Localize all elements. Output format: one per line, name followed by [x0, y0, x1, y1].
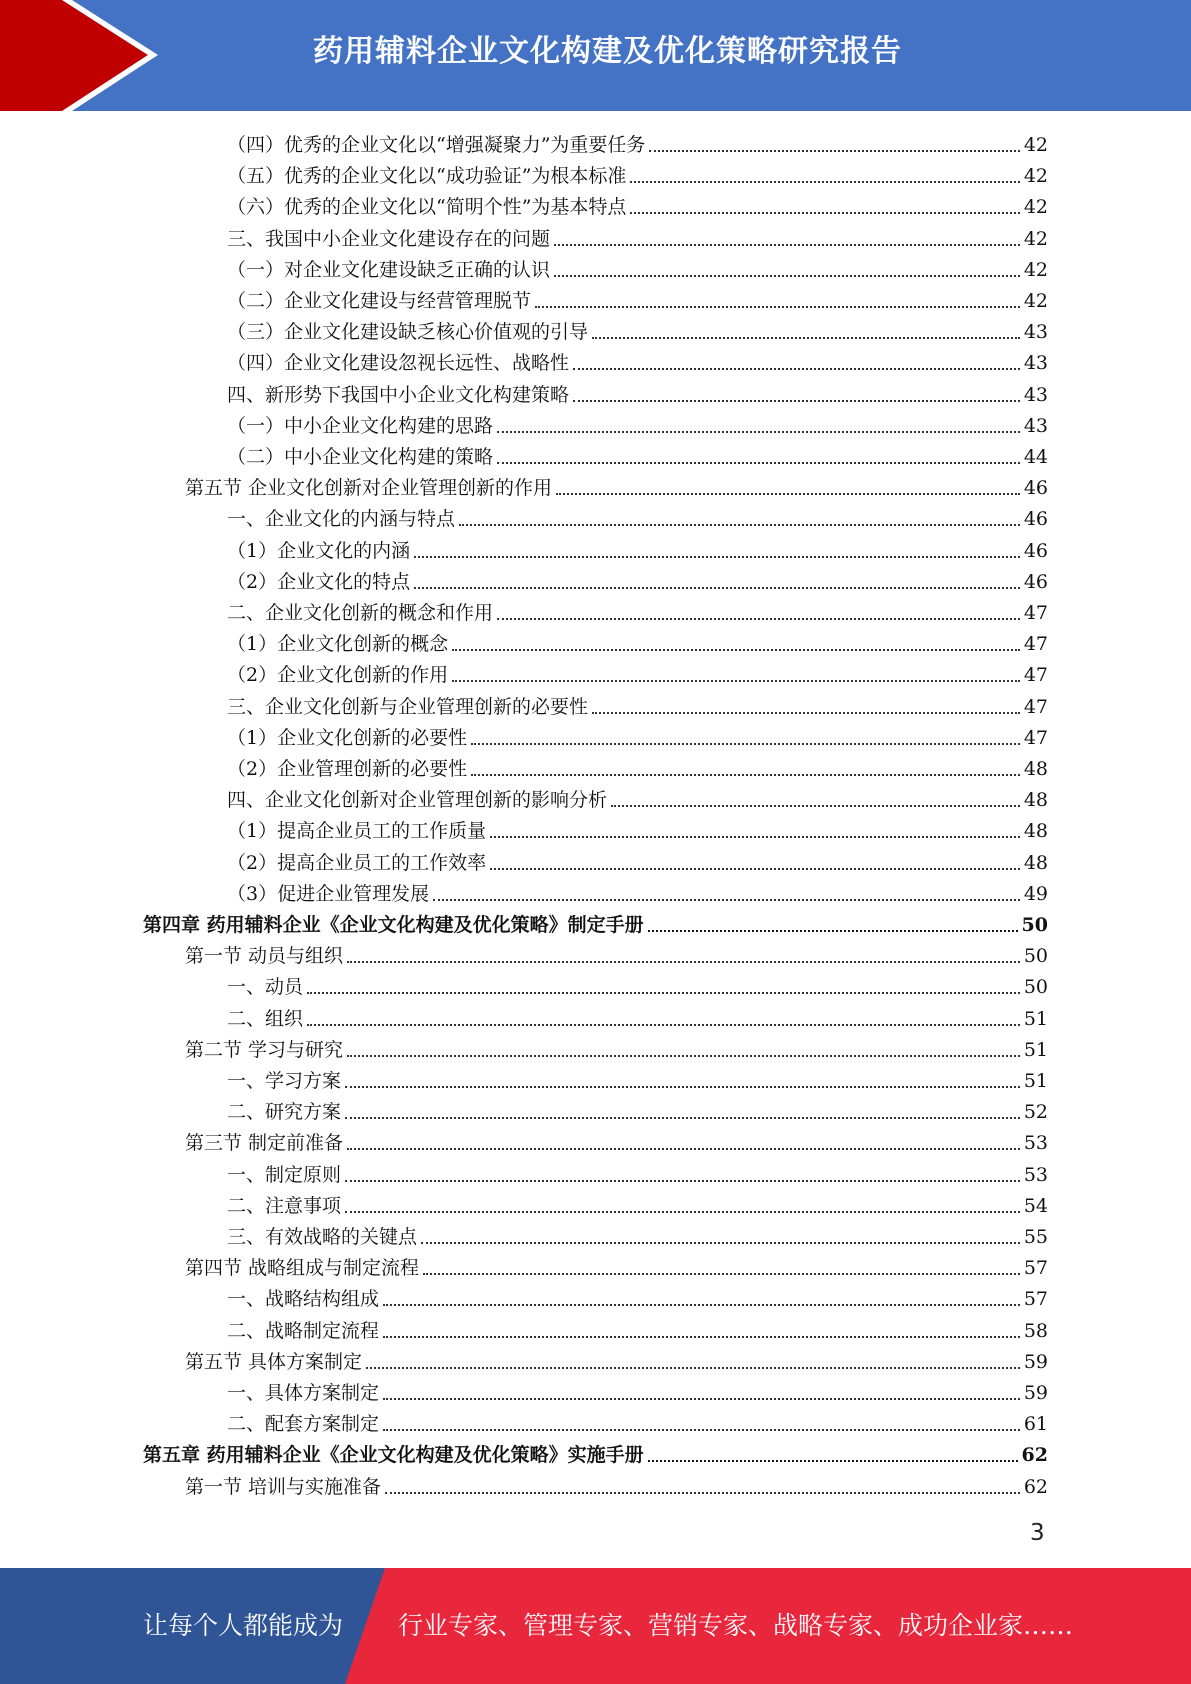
- toc-entry-title: 第四节 战略组成与制定流程: [185, 1257, 420, 1280]
- toc-entry-title: 二、企业文化创新的概念和作用: [227, 602, 494, 624]
- toc-entry-title: 三、企业文化创新与企业管理创新的必要性: [227, 695, 589, 718]
- toc-entry[interactable]: [227, 377, 1048, 408]
- toc-dot-leader: [383, 1336, 1020, 1338]
- toc-entry[interactable]: [185, 1125, 1048, 1156]
- toc-entry[interactable]: [227, 252, 1048, 283]
- toc-dot-leader: [630, 212, 1019, 214]
- toc-entry-page: 50: [1021, 914, 1048, 936]
- toc-dot-leader: [452, 680, 1020, 682]
- header-title: 药用辅料企业文化构建及优化策略研究报告: [313, 34, 902, 69]
- toc-dot-leader: [573, 400, 1020, 402]
- toc-dot-leader: [414, 587, 1020, 589]
- toc-dot-leader: [414, 556, 1020, 558]
- toc-entry-title: 第一节 动员与组织: [185, 945, 344, 968]
- toc-entry[interactable]: [227, 1375, 1048, 1406]
- toc-entry-page: 42: [1023, 165, 1048, 188]
- toc-entry-page: 53: [1023, 1132, 1048, 1155]
- toc-dot-leader: [383, 1398, 1020, 1400]
- toc-entry-title: 第三节 制定前准备: [185, 1132, 344, 1155]
- toc-entry-title: 一、企业文化的内涵与特点: [227, 508, 456, 531]
- toc-entry[interactable]: [227, 501, 1048, 532]
- toc-dot-leader: [490, 836, 1020, 838]
- toc-entry-title: 一、战略结构组成: [227, 1288, 380, 1311]
- toc-entry-title: （2）提高企业员工的工作效率: [227, 851, 487, 874]
- toc-entry-title: （六）优秀的企业文化以“简明个性”为基本特点: [227, 196, 627, 219]
- toc-entry[interactable]: [227, 439, 1048, 470]
- toc-entry-title: 一、动员: [227, 976, 304, 999]
- toc-dot-leader: [347, 1148, 1020, 1150]
- toc-entry-title: （一）中小企业文化构建的思路: [227, 414, 494, 437]
- toc-dot-leader: [554, 275, 1020, 277]
- toc-entry-page: 46: [1023, 570, 1048, 593]
- toc-entry[interactable]: [185, 1250, 1048, 1281]
- toc-dot-leader: [345, 1180, 1020, 1182]
- toc-entry[interactable]: [143, 907, 1048, 938]
- page-number: 3: [1030, 1520, 1045, 1546]
- toc-entry[interactable]: [227, 408, 1048, 439]
- toc-entry[interactable]: [227, 969, 1048, 1000]
- toc-entry-page: 48: [1023, 789, 1048, 812]
- toc-entry-title: 第五节 企业文化创新对企业管理创新的作用: [185, 477, 553, 500]
- toc-entry-title: （1）提高企业员工的工作质量: [227, 820, 487, 843]
- toc-entry-page: 54: [1023, 1194, 1048, 1217]
- page-footer: [0, 1568, 1191, 1684]
- toc-entry-title: （2）企业文化创新的作用: [227, 664, 449, 687]
- toc-entry-page: 59: [1023, 1382, 1048, 1404]
- toc-dot-leader: [592, 712, 1020, 714]
- toc-entry-title: 一、学习方案: [227, 1070, 342, 1092]
- toc-entry-page: 44: [1023, 446, 1048, 468]
- toc-entry-page: 57: [1023, 1288, 1048, 1311]
- toc-entry[interactable]: [227, 595, 1048, 626]
- toc-entry[interactable]: [227, 720, 1048, 751]
- toc-entry-page: 42: [1023, 290, 1048, 312]
- toc-entry[interactable]: [227, 564, 1048, 595]
- toc-entry[interactable]: [227, 1281, 1048, 1312]
- toc-entry-title: 二、战略制定流程: [227, 1319, 380, 1342]
- toc-entry[interactable]: [227, 189, 1048, 220]
- toc-entry-page: 61: [1023, 1413, 1048, 1436]
- footer-slogan: 让每个人都能成为: [143, 1611, 344, 1640]
- toc-entry-title: （1）企业文化的内涵: [227, 539, 411, 562]
- toc-dot-leader: [490, 868, 1020, 870]
- toc-dot-leader: [385, 1492, 1020, 1494]
- page-header: [0, 0, 1191, 111]
- toc-entry-page: 50: [1023, 945, 1048, 968]
- toc-entry-page: 51: [1023, 1070, 1048, 1092]
- toc-entry-page: 50: [1023, 976, 1048, 999]
- toc-dot-leader: [497, 618, 1020, 620]
- toc-entry-page: 43: [1023, 414, 1048, 437]
- toc-dot-leader: [611, 805, 1020, 807]
- toc-entry[interactable]: [227, 345, 1048, 376]
- toc-entry-title: （一）对企业文化建设缺乏正确的认识: [227, 258, 551, 281]
- toc-entry-page: 51: [1023, 1038, 1048, 1061]
- toc-entry-title: 第一节 培训与实施准备: [185, 1475, 382, 1498]
- toc-entry[interactable]: [227, 1406, 1048, 1437]
- toc-dot-leader: [648, 930, 1018, 932]
- toc-entry-title: （二）企业文化建设与经营管理脱节: [227, 290, 532, 312]
- toc-entry[interactable]: [227, 1063, 1048, 1094]
- toc-entry-page: 57: [1023, 1257, 1048, 1280]
- toc-entry[interactable]: [227, 845, 1048, 876]
- toc-entry-page: 47: [1023, 726, 1048, 749]
- toc-entry-title: 第四章 药用辅料企业《企业文化构建及优化策略》制定手册: [143, 914, 644, 936]
- toc-dot-leader: [471, 774, 1020, 776]
- toc-entry[interactable]: [185, 1469, 1048, 1500]
- toc-dot-leader: [497, 462, 1020, 464]
- toc-entry-page: 48: [1023, 851, 1048, 874]
- toc-entry[interactable]: [227, 1313, 1048, 1344]
- toc-entry-page: 43: [1023, 383, 1048, 406]
- toc-entry[interactable]: [227, 314, 1048, 345]
- toc-entry-title: 四、企业文化创新对企业管理创新的影响分析: [227, 789, 608, 812]
- toc-entry[interactable]: [227, 283, 1048, 314]
- toc-entry-page: 42: [1023, 134, 1048, 156]
- toc-entry-title: 一、制定原则: [227, 1163, 342, 1186]
- toc-entry[interactable]: [227, 1094, 1048, 1125]
- toc-entry-title: （四）优秀的企业文化以“增强凝聚力”为重要任务: [227, 134, 646, 156]
- toc-dot-leader: [573, 368, 1020, 370]
- toc-entry-title: （四）企业文化建设忽视长远性、战略性: [227, 352, 570, 375]
- toc-dot-leader: [345, 1086, 1020, 1088]
- toc-dot-leader: [383, 1429, 1020, 1431]
- toc-entry-title: 第二节 学习与研究: [185, 1038, 344, 1061]
- toc-entry[interactable]: [227, 1219, 1048, 1250]
- toc-entry-page: 42: [1023, 227, 1048, 250]
- toc-dot-leader: [554, 244, 1020, 246]
- toc-dot-leader: [535, 306, 1020, 308]
- toc-dot-leader: [366, 1367, 1020, 1369]
- toc-entry[interactable]: [227, 813, 1048, 844]
- toc-entry-page: 47: [1023, 664, 1048, 687]
- toc-entry-title: （二）中小企业文化构建的策略: [227, 446, 494, 468]
- toc-entry-page: 62: [1023, 1475, 1048, 1498]
- toc-dot-leader: [497, 431, 1020, 433]
- toc-entry[interactable]: [185, 938, 1048, 969]
- toc-dot-leader: [307, 1024, 1020, 1026]
- toc-dot-leader: [556, 493, 1020, 495]
- toc-entry-page: 46: [1023, 477, 1048, 500]
- toc-dot-leader: [459, 524, 1020, 526]
- toc-entry[interactable]: [227, 533, 1048, 564]
- toc-entry-page: 51: [1023, 1007, 1048, 1030]
- toc-entry[interactable]: [227, 782, 1048, 813]
- toc-entry-title: 四、新形势下我国中小企业文化构建策略: [227, 383, 570, 406]
- footer-roles: 行业专家、管理专家、营销专家、战略专家、成功企业家……: [398, 1611, 1074, 1640]
- toc-entry[interactable]: [185, 1344, 1048, 1375]
- toc-entry-page: 62: [1021, 1444, 1048, 1467]
- toc-entry-title: 一、具体方案制定: [227, 1382, 380, 1404]
- toc-entry-page: 47: [1023, 633, 1048, 656]
- toc-dot-leader: [347, 961, 1020, 963]
- toc-dot-leader: [421, 1242, 1020, 1244]
- toc-entry-page: 43: [1023, 321, 1048, 344]
- toc-entry-title: 三、有效战略的关键点: [227, 1226, 418, 1248]
- toc-entry-page: 52: [1023, 1101, 1048, 1124]
- toc-entry-page: 42: [1023, 258, 1048, 281]
- toc-entry[interactable]: [227, 221, 1048, 252]
- toc-entry-title: （1）企业文化创新的概念: [227, 633, 449, 656]
- toc-entry-page: 59: [1023, 1350, 1048, 1373]
- toc-entry[interactable]: [227, 158, 1048, 189]
- toc-entry-page: 48: [1023, 758, 1048, 780]
- toc-entry-page: 55: [1023, 1226, 1048, 1248]
- toc-entry-title: 二、研究方案: [227, 1101, 342, 1124]
- toc-dot-leader: [630, 181, 1019, 183]
- toc-dot-leader: [649, 150, 1019, 152]
- toc-dot-leader: [307, 992, 1020, 994]
- toc-entry[interactable]: [227, 1188, 1048, 1219]
- toc-entry-page: 48: [1023, 820, 1048, 843]
- toc-entry-title: 第五节 具体方案制定: [185, 1350, 363, 1373]
- toc-dot-leader: [347, 1055, 1020, 1057]
- toc-entry[interactable]: [227, 1157, 1048, 1188]
- toc-entry-title: （3）促进企业管理发展: [227, 882, 430, 905]
- toc-dot-leader: [592, 337, 1020, 339]
- toc-entry-page: 58: [1023, 1319, 1048, 1342]
- toc-entry-title: 三、我国中小企业文化建设存在的问题: [227, 227, 551, 250]
- toc-entry-page: 53: [1023, 1163, 1048, 1186]
- toc-entry-title: 二、组织: [227, 1007, 304, 1030]
- toc-entry[interactable]: [227, 657, 1048, 688]
- toc-entry-title: （1）企业文化创新的必要性: [227, 726, 468, 749]
- toc-entry[interactable]: [227, 127, 1048, 158]
- toc-entry[interactable]: [227, 751, 1048, 782]
- toc-entry[interactable]: [185, 470, 1048, 501]
- toc-entry-title: （五）优秀的企业文化以“成功验证”为根本标准: [227, 165, 627, 188]
- toc-entry-title: （三）企业文化建设缺乏核心价值观的引导: [227, 321, 589, 344]
- toc-entry-page: 47: [1023, 695, 1048, 718]
- toc-entry-page: 43: [1023, 352, 1048, 375]
- toc-entry-page: 46: [1023, 508, 1048, 531]
- toc-entry-title: （2）企业管理创新的必要性: [227, 758, 468, 780]
- toc-entry-title: 第五章 药用辅料企业《企业文化构建及优化策略》实施手册: [143, 1444, 644, 1467]
- toc-entry[interactable]: [227, 876, 1048, 907]
- toc-dot-leader: [433, 899, 1020, 901]
- toc-entry-title: 二、配套方案制定: [227, 1413, 380, 1436]
- toc-dot-leader: [648, 1460, 1018, 1462]
- toc-dot-leader: [383, 1304, 1020, 1306]
- toc-entry-page: 47: [1023, 602, 1048, 624]
- toc-entry-title: （2）企业文化的特点: [227, 570, 411, 593]
- toc-entry-page: 42: [1023, 196, 1048, 219]
- toc-entry[interactable]: [143, 1437, 1048, 1468]
- toc-dot-leader: [345, 1211, 1020, 1213]
- toc-entry-title: 二、注意事项: [227, 1194, 342, 1217]
- toc-entry[interactable]: [185, 1032, 1048, 1063]
- toc-dot-leader: [471, 743, 1020, 745]
- toc-dot-leader: [452, 649, 1020, 651]
- toc-entry[interactable]: [227, 626, 1048, 657]
- toc-entry[interactable]: [227, 1001, 1048, 1032]
- toc-entry-page: 46: [1023, 539, 1048, 562]
- toc-entry[interactable]: [227, 689, 1048, 720]
- toc-dot-leader: [345, 1117, 1020, 1119]
- toc-dot-leader: [423, 1273, 1020, 1275]
- toc-entry-page: 49: [1023, 882, 1048, 905]
